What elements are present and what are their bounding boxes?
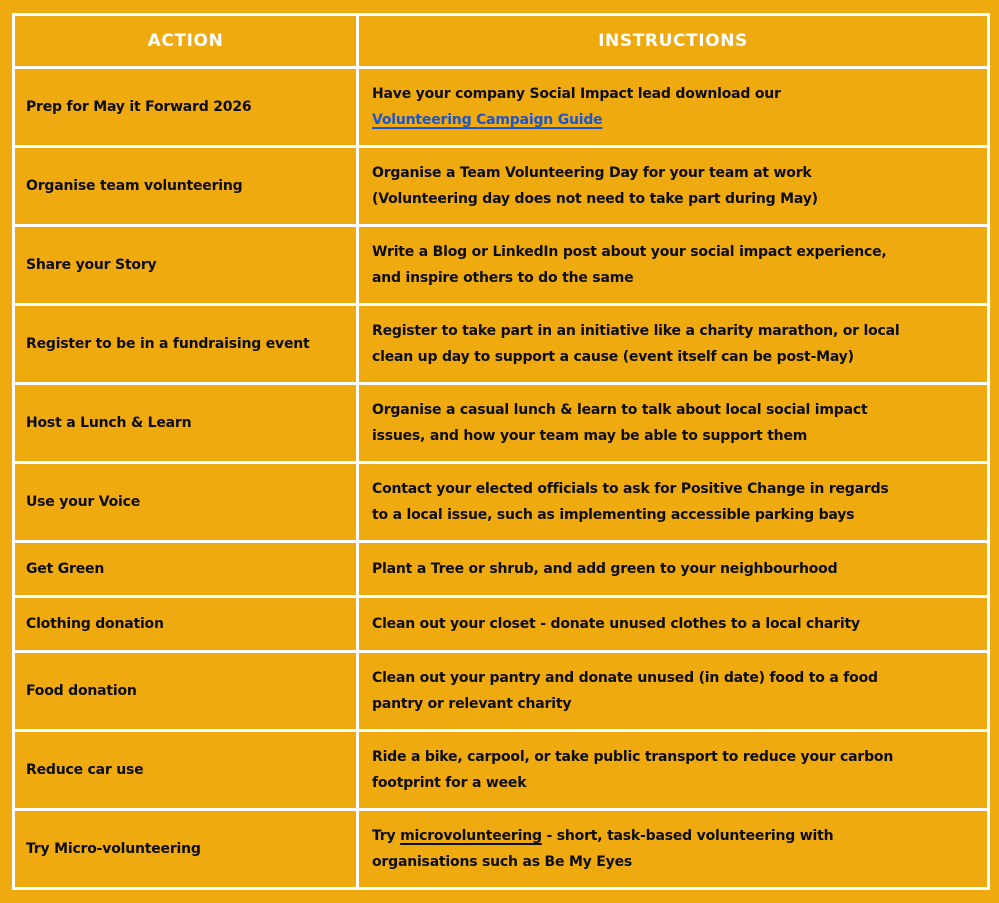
instruction-text: organisations such as Be My Eyes [372,854,633,870]
instruction-text: Ride a bike, carpool, or take public transport to reduce your carbon [372,749,894,765]
instruction-text: Organise a casual lunch & learn to talk about local social impact [372,402,868,418]
table-row [14,147,989,226]
action-cell: Try Micro-volunteering [14,810,358,889]
action-cell: Reduce car use [14,731,358,810]
instruction-cell [358,463,989,542]
table-row [14,597,989,652]
instruction-cell [358,226,989,305]
instruction-text: Try [372,828,401,844]
instruction-cell [358,810,989,889]
instruction-cell [358,542,989,597]
action-cell: Get Green [14,542,358,597]
action-cell: Use your Voice [14,463,358,542]
action-cell: Organise team volunteering [14,147,358,226]
table-row [14,305,989,384]
instruction-text: to a local issue, such as implementing accessible parking bays [372,507,855,523]
table-row [14,542,989,597]
action-cell: Clothing donation [14,597,358,652]
table-row [14,731,989,810]
action-cell: Host a Lunch & Learn [14,384,358,463]
table-row [14,384,989,463]
instruction-cell [358,384,989,463]
instruction-cell [358,652,989,731]
instruction-cell [358,147,989,226]
instruction-text: Have your company Social Impact lead download our [372,86,781,102]
column-header-instructions: INSTRUCTIONS [358,15,989,68]
instruction-cell [358,68,989,147]
instruction-cell [358,731,989,810]
microvolunteering-link[interactable]: microvolunteering [400,828,542,844]
instruction-text: Contact your elected officials to ask for Positive Change in regards [372,481,889,497]
header-row [14,15,989,68]
instruction-text: Organise a Team Volunteering Day for your team at work [372,165,812,181]
table-row [14,810,989,889]
action-cell: Register to be in a fundraising event [14,305,358,384]
instruction-cell [358,597,989,652]
instruction-cell [358,305,989,384]
volunteering-campaign-guide-link[interactable]: Volunteering Campaign Guide [372,112,603,128]
action-cell: Share your Story [14,226,358,305]
table-row [14,652,989,731]
table-row [14,463,989,542]
table-row [14,226,989,305]
action-cell: Food donation [14,652,358,731]
table-row [14,68,989,147]
instruction-text: (Volunteering day does not need to take part during May) [372,191,818,207]
instruction-text: Clean out your closet - donate unused clothes to a local charity [372,616,860,632]
instruction-text: Clean out your pantry and donate unused (in date) food to a food [372,670,878,686]
action-cell: Prep for May it Forward 2026 [14,68,358,147]
column-header-action: ACTION [14,15,358,68]
instruction-text: Plant a Tree or shrub, and add green to your neighbourhood [372,561,838,577]
instruction-text: pantry or relevant charity [372,696,572,712]
instruction-text: and inspire others to do the same [372,270,634,286]
action-instructions-table [12,13,990,890]
table-body [14,68,989,889]
instruction-text: Register to take part in an initiative like a charity marathon, or local [372,323,900,339]
instruction-text: Write a Blog or LinkedIn post about your social impact experience, [372,244,887,260]
instruction-text: clean up day to support a cause (event itself can be post-May) [372,349,854,365]
page-background [0,13,999,903]
instruction-text: footprint for a week [372,775,527,791]
instruction-text: - short, task-based volunteering with [541,828,834,844]
instruction-text: issues, and how your team may be able to support them [372,428,808,444]
